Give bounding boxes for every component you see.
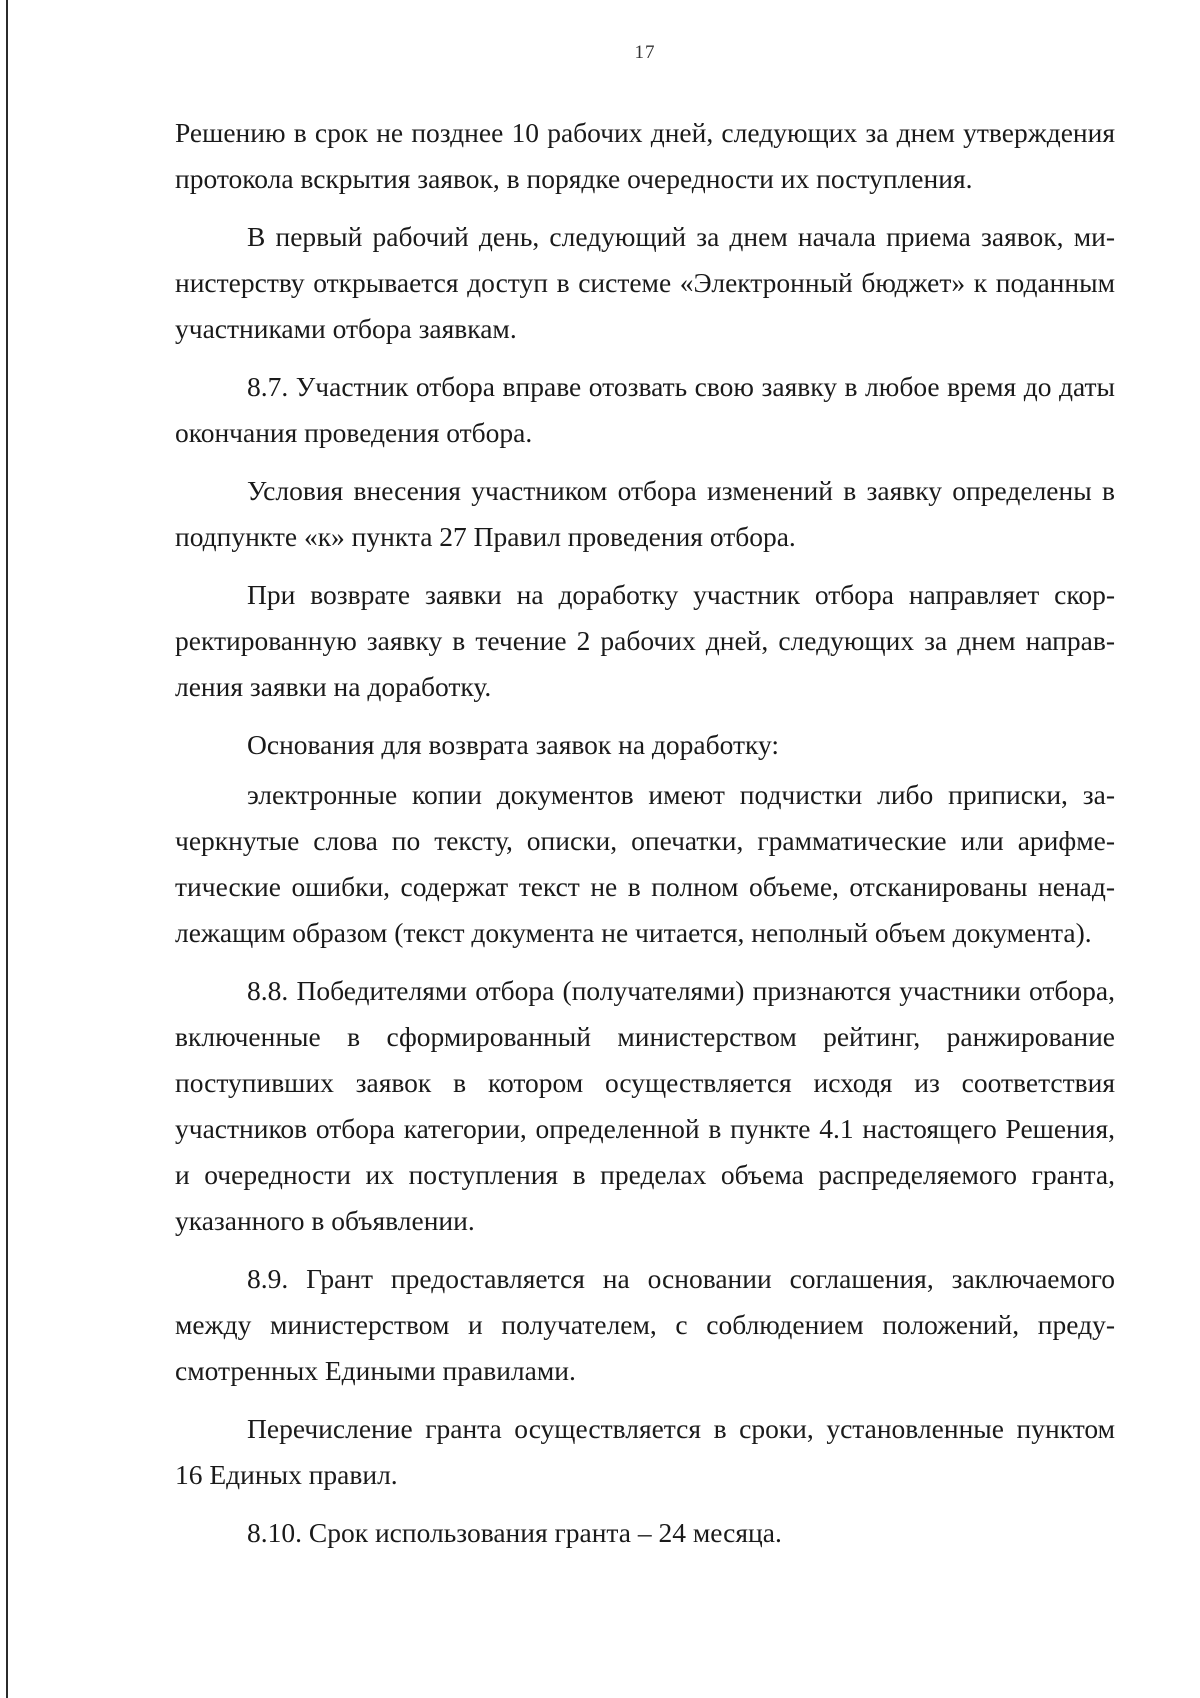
paragraph-return-grounds: электронные копии документов имеют подчистки либо приписки, зачеркнутые слова по тексту, описки, опечатки, грамматические или арифметические ошибки, содержат текст не в полном объеме, отсканированы ненадлежащим образом (текст документа не читается, неполный объем документа). <box>175 779 1115 948</box>
paragraph-return-for-revision: При возврате заявки на доработку участник отбора направляет скорректированную заявку в течение 2 рабочих дней, следующих за днем направления заявки на доработку. <box>175 579 1115 702</box>
page-number: 17 <box>634 42 656 63</box>
paragraph-change-conditions: Условия внесения участником отбора изменений в заявку определены в подпункте «к» пункта 27 Правил проведения отбора. <box>175 475 1115 552</box>
paragraph-8-8: 8.8. Победителями отбора (получателями) признаются участники отбора, включенные в сформированный министерством рейтинг, ранжирование поступивших заявок в котором осуществляется исходя из соответствия участников отбора категории, определенной в пункте 4.1 настоящего Решения, и очередности их поступления в пределах объема распределяемого гранта, указанного в объявлении. <box>175 975 1115 1236</box>
paragraph-8-9: 8.9. Грант предоставляется на основании соглашения, заключаемого между министерством и получателем, с соблюдением положений, предусмотренных Едиными правилами. <box>175 1263 1115 1386</box>
paragraph-continuation: Решению в срок не позднее 10 рабочих дней, следующих за днем утверждения протокола вскрытия заявок, в порядке очередности их поступления. <box>175 117 1115 194</box>
paragraph-8-7: 8.7. Участник отбора вправе отозвать свою заявку в любое время до даты окончания проведения отбора. <box>175 371 1115 448</box>
paragraph-return-grounds-heading: Основания для возврата заявок на доработку: <box>247 729 780 760</box>
scan-edge-line <box>6 0 8 1698</box>
document-body <box>175 110 1115 1568</box>
paragraph-8-10: 8.10. Срок использования гранта – 24 месяца. <box>247 1517 782 1548</box>
paragraph-access-system: В первый рабочий день, следующий за днем начала приема заявок, министерству открывается доступ в системе «Электронный бюджет» к поданным участниками отбора заявкам. <box>175 221 1115 344</box>
paragraph-grant-transfer: Перечисление гранта осуществляется в сроки, установленные пунктом 16 Единых правил. <box>175 1413 1115 1490</box>
